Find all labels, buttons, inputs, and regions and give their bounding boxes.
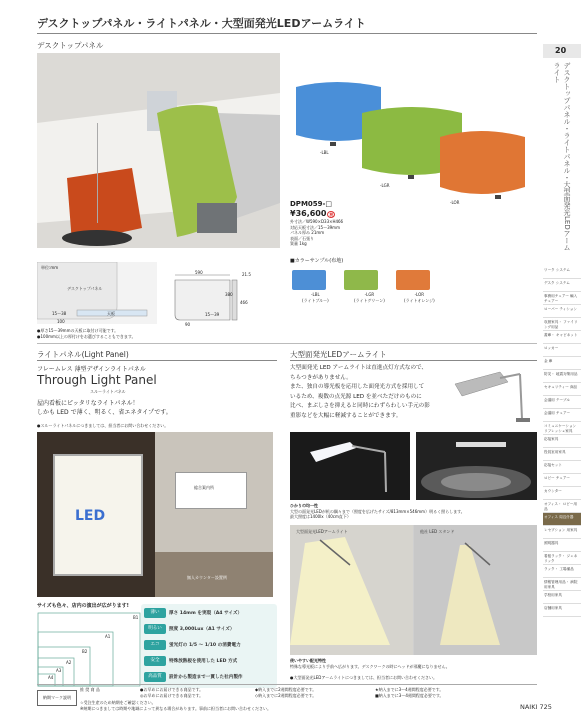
dim-label: 466: [240, 300, 248, 305]
led-panel-photo: [37, 432, 155, 597]
feature-tag: エコ: [144, 640, 166, 650]
feature-tag: 明るい: [144, 624, 166, 634]
size-diagram: [37, 612, 142, 687]
swatch-code: -LBL: [311, 292, 320, 297]
dimension-diagram: [170, 270, 260, 330]
legend-item: ◇納入までに2週間程度必要です。: [255, 693, 317, 698]
diagram-label: 単位:mm: [41, 265, 59, 270]
price-value: ¥36,600: [290, 209, 327, 218]
size-label: B2: [82, 649, 88, 654]
dim-label: 380: [225, 292, 233, 297]
swatch-label: [404, 292, 435, 303]
desc-line: 比べ、まぶしさを抑えると同時にわずらわしい手元の影: [290, 403, 430, 409]
sidenav-item[interactable]: 応接セット: [543, 461, 581, 474]
feature-tag: 薄い: [144, 608, 166, 618]
feature-tag: 安全: [144, 656, 166, 666]
swatch-code: -LOR: [414, 292, 425, 297]
spec-item: 表面／石張り: [290, 235, 314, 241]
size-label: A4: [48, 675, 54, 680]
section-divider: [37, 343, 537, 344]
sidenav-item[interactable]: 書庫・ キャビネット: [543, 331, 581, 344]
footer-note: ※納期につきましては時期や地域によって異なる場合があります。事前に担当者にお問い合わせください。: [80, 706, 271, 711]
spec-item: 対応天板寸法／15～39mm: [290, 224, 340, 230]
size-label: B1: [133, 615, 139, 620]
armlight-desc: [290, 364, 430, 421]
armlight-rule: [290, 360, 537, 361]
lightpanel-heading: ライトパネル(Light Panel): [37, 350, 129, 359]
legend-item: ★納入までに3～4週間程度必要です。: [375, 687, 444, 692]
legend-item: ◆納入までに2週間程度必要です。: [255, 687, 317, 692]
mount-notes: [37, 328, 136, 339]
dim-label: 590: [195, 270, 203, 275]
lightpanel-subtitle: フレームレス 薄型デザインライトパネル: [37, 366, 146, 373]
sidenav-item[interactable]: 照明器具: [543, 539, 581, 552]
sidenav-item[interactable]: 金 庫: [543, 357, 581, 370]
feature-text: 厚さ 14mm を実現（A4 サイズ）: [169, 611, 243, 616]
legend-item: 推 奨 商 品: [80, 687, 100, 692]
diagram-label: デスクトップパネル: [67, 286, 103, 291]
spec-list: [290, 219, 343, 247]
section-number: 20: [555, 46, 567, 55]
spec-item: 質量 1kg: [290, 241, 307, 246]
armlight-lit-photo: [290, 432, 410, 500]
sidenav-item[interactable]: 会議用 チェアー: [543, 409, 581, 422]
desc-line: 屋内看板にピッタリなライトパネル！: [37, 400, 139, 407]
bottom-title: 使いやすい配光特性: [290, 658, 326, 663]
caption-title: ひかりの均一性: [290, 503, 318, 508]
swatch-code: -LGR: [364, 292, 375, 297]
legend-label: 納期マーク説明: [37, 690, 77, 706]
page-number: 725: [539, 703, 552, 711]
size-label: A2: [66, 660, 72, 665]
feature-text: 照度 3,000Lux（A1 サイズ）: [169, 627, 235, 632]
panel-label-lor: -LOR: [450, 200, 460, 205]
lightpanel-note: ●スルーライトパネルにつきましては、担当者にお問い合わせください。: [37, 423, 169, 428]
section-tab: [543, 44, 581, 58]
sidenav-item[interactable]: 情報管理用品・ 病院用家具: [543, 578, 581, 591]
swatch-light-blue: [292, 270, 326, 290]
sign-text: 総合案内所: [194, 485, 214, 490]
panel-label-lgr: -LGR: [380, 183, 390, 188]
model-code: DPM059-□: [290, 200, 333, 208]
sidenav-item[interactable]: 役員室用家具: [543, 448, 581, 461]
desc-line: いるため、複数の点光源 LED を並べただけのものに: [290, 393, 422, 400]
color-sample-heading: ■カラーサンプル(布地): [290, 258, 344, 264]
sidenav-item[interactable]: 学校用家具: [543, 591, 581, 604]
sidenav-item[interactable]: ローパー ティション: [543, 305, 581, 318]
feature-bright: [144, 624, 264, 634]
sidenav-item[interactable]: オフィス・ ロビー用品: [543, 500, 581, 513]
armlight-illumination-photo: [416, 432, 537, 500]
sidenav-item[interactable]: ワーク システム: [543, 266, 581, 279]
armlight-product-photo: [450, 364, 538, 426]
color-panels-image: [290, 75, 530, 210]
distribution-text: [290, 658, 450, 669]
feature-eco: [144, 640, 264, 650]
feature-quality: [144, 672, 264, 682]
brand: NAIKI: [520, 703, 538, 711]
sidenav-item[interactable]: ロッカー: [543, 344, 581, 357]
desc-line: しかも LED で薄く、明るく、省エネタイプです。: [37, 409, 172, 416]
desktop-heading: デスクトップパネル: [37, 41, 104, 50]
legend-item: ◎お早めにお届けできる商品です。: [140, 693, 204, 698]
uniformity-caption: [290, 503, 465, 520]
desc-line: また、独自の導光板を応用した面発光方式を採用して: [290, 384, 425, 390]
swatch-name: (ライトオレンジ): [404, 297, 435, 303]
light-comparison-image: [290, 525, 537, 655]
caption-line: 大型の面発光LEDが机の隅々まで（照度を広げたサイズ/813mm×546mm）明るく照らします。: [290, 508, 465, 514]
desc-line: 大型面発光 LED アームライトは直進点灯方式なので、: [290, 365, 428, 371]
feature-text: 設計から製造まで一貫した社内製作: [169, 675, 243, 680]
swatch-label: [302, 292, 329, 303]
sidenav-item[interactable]: コミュニケーション リフレッシュ家具: [543, 422, 581, 435]
diagram-label: 天板: [107, 311, 115, 316]
vertical-heading: デスクトップパネル・ライトパネル・大型面発光LEDアームライト: [553, 62, 571, 251]
sizes-heading: サイズも色々、店内の演出が広がります!: [37, 603, 129, 609]
size-label: A3: [56, 668, 62, 673]
sidenav-item-active[interactable]: オフィス 周辺什器: [543, 513, 581, 526]
swatch-label: [354, 292, 385, 303]
dim-label: 15～39: [205, 312, 220, 317]
counter-photo: [155, 432, 273, 597]
sidenav-item[interactable]: 事務用チェアー 輸入チェアー: [543, 292, 581, 305]
swatch-light-orange: [396, 270, 430, 290]
feature-text: 蛍光灯の 1/5 ～ 1/10 の消費電力: [169, 643, 241, 648]
feature-thin: [144, 608, 264, 618]
sidenav-item[interactable]: 収納家具・ ファイリング用品: [543, 318, 581, 331]
feature-text: 特殊放熱板を使用した LED 方式: [169, 659, 238, 664]
sidenav-item[interactable]: 店舗用家具: [543, 604, 581, 617]
feature-safe: [144, 656, 264, 666]
page-title: デスクトップパネル・ライトパネル・大型面発光LEDアームライト: [37, 17, 366, 30]
led-text: LED: [75, 508, 106, 524]
sidenav-item[interactable]: ラック・ 工場備品: [543, 565, 581, 578]
spec-item: 外寸法／W590×D33×H466: [290, 219, 344, 224]
sidenav-item[interactable]: カウンター: [543, 487, 581, 500]
page-footer: [520, 703, 552, 711]
size-label: A1: [105, 634, 111, 639]
feature-tag: 高品質: [144, 672, 166, 682]
legend-item: ■納入までに3～4週間程度必要です。: [375, 693, 444, 698]
swatch-light-green: [344, 270, 378, 290]
caption-line: 最大照度は1400lx（40cm直下）: [290, 514, 351, 519]
armlight-note: ●大型面発光LEDアームライトにつきましては、担当者にお問い合わせください。: [290, 675, 438, 680]
desc-line: 重影などを大幅に軽減することができます。: [290, 412, 402, 419]
legend-item: ●お早めにお届けできる商品です。: [140, 687, 204, 692]
swatch-name: (ライトブルー): [302, 297, 329, 303]
label-left: 大型面発光LEDアームライト: [296, 529, 348, 534]
title-rule: [37, 33, 537, 34]
sidenav-item[interactable]: 防災・ 地震対策用品: [543, 370, 581, 383]
dim-label: 21.5: [242, 272, 251, 277]
footer-rule: [37, 684, 537, 685]
sidenav-item[interactable]: セキュリティー 商品: [543, 383, 581, 396]
diagram-label: 100: [57, 319, 65, 324]
spec-item: パネル厚み 21mm: [290, 230, 325, 235]
tax-mark: 税: [329, 212, 334, 217]
sign-panel: [175, 472, 247, 509]
panel-label-lbl: -LBL: [320, 150, 329, 155]
note-line: ●厚さ15～39mmの天板に取付け可能です。: [37, 328, 119, 333]
mount-diagram: [37, 262, 157, 324]
sidenav-item[interactable]: 看板ラック・ ジェネリック: [543, 552, 581, 565]
desc-line: ちらつきがありません。: [290, 374, 352, 381]
price: [290, 209, 335, 218]
swatch-name: (ライトグリーン): [354, 297, 385, 303]
counter-caption: 無人カウンター設置例: [187, 575, 227, 580]
lightpanel-title-sub: スルーライトパネル: [90, 389, 126, 394]
bottom-text: 特殊な導光板により手前へ広がります。デスクワークの時にヘッドが邪魔になりません。: [290, 663, 450, 669]
sidenav-item[interactable]: ロビー チェアー: [543, 474, 581, 487]
armlight-heading: 大型面発光LEDアームライト: [290, 350, 387, 359]
lightpanel-desc: [37, 399, 172, 417]
label-right: 他社 LED スタンド: [420, 529, 455, 534]
desktop-panel-photo: [37, 53, 280, 248]
legend-item: ☆受注生産のため納期をご確認ください。: [80, 700, 156, 705]
lightpanel-title: Through Light Panel: [37, 373, 157, 387]
lightpanel-rule: [37, 360, 277, 361]
diagram-label: 15～38: [52, 311, 67, 316]
dim-label: 90: [185, 322, 191, 327]
sidenav-item[interactable]: レセプション 用家具: [543, 526, 581, 539]
note-line: ●100mm以上の厚付けをお選びすることもできます。: [37, 333, 136, 339]
side-nav: [543, 266, 581, 617]
sidenav-item[interactable]: デスク システム: [543, 279, 581, 292]
sidenav-item[interactable]: 会議用 テーブル: [543, 396, 581, 409]
sidenav-item[interactable]: 応接家具: [543, 435, 581, 448]
